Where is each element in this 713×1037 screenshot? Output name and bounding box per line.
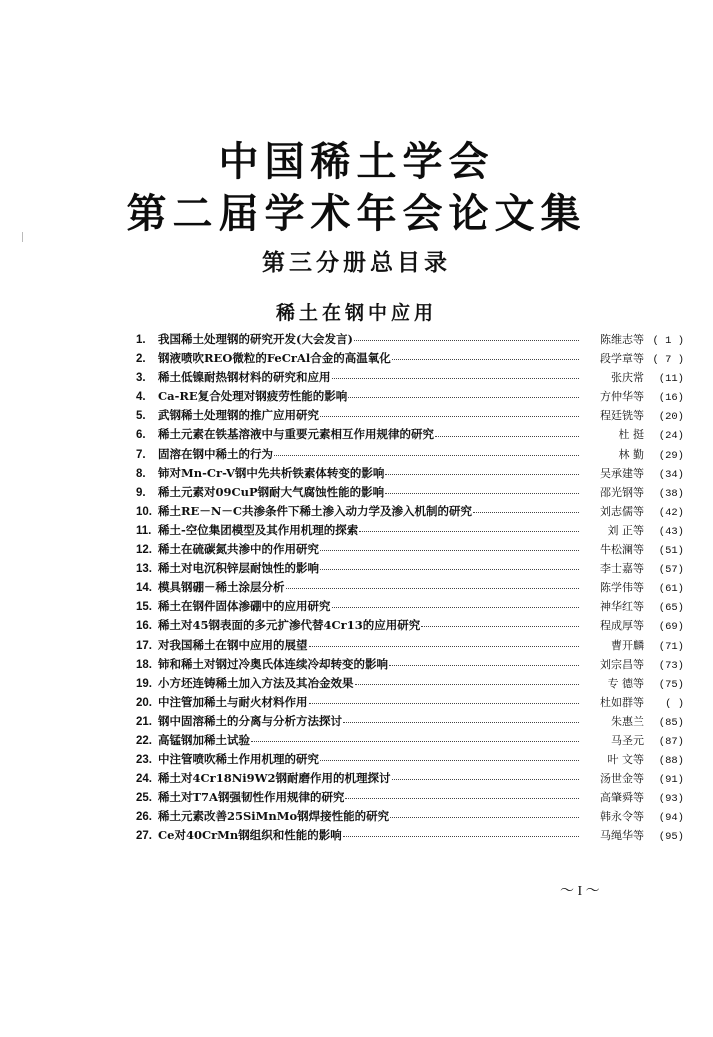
toc-entry [136, 446, 684, 465]
toc-entry-number: 14. [136, 582, 152, 595]
toc-leader-dots [274, 455, 579, 456]
toc-entry-title: 铈对Mn-Cr-V钢中先共析铁素体转变的影响 [158, 465, 385, 480]
toc-leader-dots [332, 378, 580, 379]
toc-leader-dots [320, 569, 579, 570]
toc-entry [136, 751, 684, 770]
toc-entry-page: (69) [658, 621, 684, 634]
toc-entry-page: ( 7 ) [652, 354, 684, 367]
toc-entry-number: 18. [136, 658, 152, 671]
toc-leader-dots [392, 359, 579, 360]
toc-entry-page: (20) [658, 411, 684, 424]
section-heading: 稀土在钢中应用 [275, 302, 437, 324]
book-title-line2: 第二届学术年会论文集 [126, 190, 587, 237]
toc-entry-page: (42) [658, 506, 684, 519]
toc-entry-author: 陈学伟等 [600, 581, 644, 595]
toc-entry-number: 15. [136, 601, 152, 614]
toc-leader-dots [343, 722, 579, 723]
toc-entry-title: 小方坯连铸稀土加入方法及其冶金效果 [158, 675, 354, 690]
toc-entry-page: (95) [658, 831, 684, 844]
toc-entry-author: 林 勤 [618, 447, 644, 461]
toc-entry-title: 稀土元素对09CuP钢耐大气腐蚀性能的影响 [158, 484, 385, 499]
toc-entry-title: 稀土对45钢表面的多元扩渗代替4Cr13的应用研究 [158, 618, 421, 633]
toc-entry-number: 12. [136, 544, 152, 557]
toc-leader-dots [385, 474, 579, 475]
toc-entry [136, 770, 684, 789]
toc-entry-author: 邵光钢等 [600, 485, 644, 499]
toc-entry-page: (16) [658, 392, 684, 405]
toc-leader-dots [348, 397, 579, 398]
toc-entry-page: (94) [658, 812, 684, 825]
toc-entry-title: 稀土在硫碳氮共渗中的作用研究 [158, 542, 319, 557]
toc-entry [136, 732, 684, 751]
toc-entry-title: Ce对40CrMn钢组织和性能的影响 [158, 828, 342, 843]
toc-entry-title: 中注管加稀土与耐火材料作用 [158, 694, 308, 709]
toc-entry-page: (65) [658, 602, 684, 615]
toc-entry-page: (71) [658, 640, 684, 653]
toc-entry-title: 稀土对电沉积锌层耐蚀性的影响 [158, 561, 319, 576]
toc-entry-number: 24. [136, 773, 152, 786]
toc-entry-page: (51) [658, 545, 684, 558]
toc-entry-author: 程廷铣等 [600, 409, 644, 423]
toc-entry-page: ( 1 ) [652, 335, 684, 347]
toc-entry [136, 808, 684, 827]
toc-entry-author: 汤世金等 [600, 772, 644, 786]
toc-leader-dots [286, 588, 580, 589]
toc-entry-title: 模具钢硼－稀土涂层分析 [158, 580, 285, 595]
toc-entry-author: 方仲华等 [600, 390, 644, 404]
toc-entry [136, 560, 684, 579]
toc-entry-page: (75) [658, 678, 684, 691]
toc-entry-number: 23. [136, 754, 152, 767]
toc-entry-page: (87) [658, 735, 684, 748]
toc-entry [136, 426, 684, 445]
toc-leader-dots [343, 836, 579, 837]
toc-leader-dots [473, 512, 579, 513]
toc-entry-number: 17. [136, 639, 152, 652]
toc-entry-page: ( ) [665, 697, 684, 710]
toc-leader-dots [251, 741, 579, 742]
toc-entry-title: 稀土RE－N－C共渗条件下稀土渗入动力学及渗入机制的研究 [158, 503, 472, 518]
toc-entry-author: 韩永令等 [600, 810, 644, 824]
toc-entry [136, 675, 684, 694]
toc-entry-number: 19. [136, 677, 152, 690]
toc-leader-dots [320, 416, 579, 417]
toc-entry-title: 钢中固溶稀土的分离与分析方法探讨 [158, 713, 342, 728]
toc-entry-number: 8. [136, 467, 146, 480]
toc-entry [136, 407, 684, 426]
toc-entry-author: 牛松澜等 [600, 543, 644, 557]
toc-entry-author: 李士嘉等 [600, 562, 644, 576]
toc-entry-page: (11) [658, 373, 684, 386]
toc-entry-number: 6. [136, 429, 146, 442]
toc-entry-author: 程成厚等 [600, 619, 644, 633]
toc-leader-dots [345, 798, 579, 799]
toc-entry-author: 朱惠兰 [611, 714, 644, 728]
toc-entry-title: 稀土对T7A钢强韧性作用规律的研究 [158, 790, 345, 805]
toc-entry-title: 稀土对4Cr18Ni9W2钢耐磨作用的机理探讨 [158, 771, 391, 786]
toc-entry [136, 694, 684, 713]
toc-entry [136, 369, 684, 388]
table-of-contents [136, 331, 684, 847]
toc-leader-dots [320, 550, 579, 551]
toc-entry-number: 20. [136, 696, 152, 709]
toc-entry-title: 固溶在钢中稀土的行为 [158, 446, 273, 461]
toc-leader-dots [359, 531, 579, 532]
toc-leader-dots [320, 760, 579, 761]
toc-entry-page: (88) [658, 755, 684, 768]
toc-entry-number: 25. [136, 792, 152, 805]
book-title-line1: 中国稀土学会 [218, 138, 495, 185]
toc-entry-page: (24) [658, 430, 684, 443]
toc-entry-title: 铈和稀土对钢过冷奥氏体连续冷却转变的影响 [158, 656, 388, 671]
toc-entry-author: 神华红等 [600, 600, 644, 614]
toc-entry-author: 马圣元 [611, 733, 644, 747]
toc-entry-page: (38) [658, 487, 684, 500]
toc-entry-author: 专 德等 [607, 676, 644, 690]
toc-entry-number: 13. [136, 563, 152, 576]
toc-entry-number: 1. [136, 334, 146, 346]
toc-entry-page: (91) [658, 774, 684, 787]
toc-entry-title: 稀土-空位集团模型及其作用机理的探索 [158, 522, 359, 537]
toc-entry-author: 吴承建等 [600, 466, 644, 480]
toc-entry-title: 钢液喷吹REO微粒的FeCrAl合金的高温氧化 [158, 351, 391, 366]
toc-entry-number: 27. [136, 830, 152, 843]
toc-entry [136, 713, 684, 732]
toc-entry-page: (93) [658, 793, 684, 806]
toc-entry-author: 刘 正等 [607, 523, 644, 537]
toc-entry-title: 稀土元素在铁基溶液中与重要元素相互作用规律的研究 [158, 427, 434, 442]
toc-entry-author: 张庆常 [611, 371, 644, 385]
toc-entry-number: 26. [136, 811, 152, 824]
toc-entry [136, 388, 684, 407]
toc-entry [136, 331, 684, 350]
toc-entry-author: 段学章等 [600, 352, 644, 366]
toc-entry [136, 579, 684, 598]
toc-entry-number: 9. [136, 486, 146, 499]
toc-entry-title: Ca-RE复合处理对钢疲劳性能的影响 [158, 389, 348, 404]
toc-entry-number: 5. [136, 410, 146, 423]
toc-entry-page: (57) [658, 564, 684, 577]
toc-entry-page: (29) [658, 449, 684, 462]
toc-leader-dots [421, 626, 579, 627]
volume-subtitle: 第三分册总目录 [262, 249, 451, 276]
toc-entry-number: 10. [136, 505, 152, 518]
toc-leader-dots [332, 607, 580, 608]
toc-entry-number: 16. [136, 620, 152, 633]
toc-entry-number: 7. [136, 448, 146, 461]
toc-entry-title: 稀土在钢件固体渗硼中的应用研究 [158, 599, 331, 614]
toc-entry [136, 827, 684, 846]
toc-entry [136, 484, 684, 503]
toc-entry [136, 617, 684, 636]
toc-entry [136, 789, 684, 808]
toc-leader-dots [390, 817, 579, 818]
toc-entry [136, 522, 684, 541]
toc-entry-title: 稀土低镍耐热钢材料的研究和应用 [158, 370, 331, 385]
toc-entry-title: 我国稀土处理钢的研究开发(大会发言) [158, 332, 353, 346]
toc-entry-number: 21. [136, 715, 152, 728]
toc-entry [136, 541, 684, 560]
toc-entry-page: (73) [658, 659, 684, 672]
toc-entry-title: 对我国稀土在钢中应用的展望 [158, 637, 308, 652]
toc-leader-dots [392, 779, 579, 780]
toc-entry-title: 武钢稀土处理钢的推广应用研究 [158, 408, 319, 423]
toc-entry-page: (34) [658, 468, 684, 481]
toc-entry-author: 曹开麟 [611, 638, 644, 652]
toc-entry-number: 11. [136, 524, 152, 537]
toc-entry-author: 刘宗昌等 [600, 657, 644, 671]
toc-entry-author: 杜如群等 [600, 695, 644, 709]
toc-leader-dots [355, 684, 580, 685]
toc-entry-author: 高肇舜等 [600, 791, 644, 805]
toc-entry-page: (85) [658, 716, 684, 729]
toc-leader-dots [354, 340, 579, 341]
toc-entry-title: 稀土元素改善25SiMnMo钢焊接性能的研究 [158, 809, 390, 824]
toc-entry-author: 陈维志等 [600, 333, 644, 346]
toc-entry [136, 656, 684, 675]
toc-leader-dots [309, 703, 580, 704]
toc-entry-number: 22. [136, 734, 152, 747]
toc-entry-author: 杜 挺 [618, 428, 644, 442]
page-number: ～ I ～ [560, 884, 600, 899]
toc-leader-dots [385, 493, 579, 494]
toc-entry-number: 4. [136, 391, 146, 404]
toc-entry-author: 刘志儒等 [600, 504, 644, 518]
toc-entry [136, 350, 684, 369]
toc-leader-dots [309, 646, 580, 647]
toc-entry [136, 503, 684, 522]
toc-entry-page: (43) [658, 525, 684, 538]
toc-entry-number: 3. [136, 372, 146, 385]
toc-entry [136, 465, 684, 484]
toc-entry-author: 叶 文等 [607, 753, 644, 767]
toc-entry [136, 598, 684, 617]
toc-entry [136, 637, 684, 656]
toc-entry-title: 中注管喷吹稀土作用机理的研究 [158, 752, 319, 767]
toc-leader-dots [389, 665, 579, 666]
toc-entry-author: 马绳华等 [600, 829, 644, 843]
toc-entry-page: (61) [658, 583, 684, 596]
toc-entry-number: 2. [136, 353, 146, 366]
toc-entry-title: 高锰钢加稀土试验 [158, 732, 250, 747]
toc-leader-dots [435, 436, 579, 437]
